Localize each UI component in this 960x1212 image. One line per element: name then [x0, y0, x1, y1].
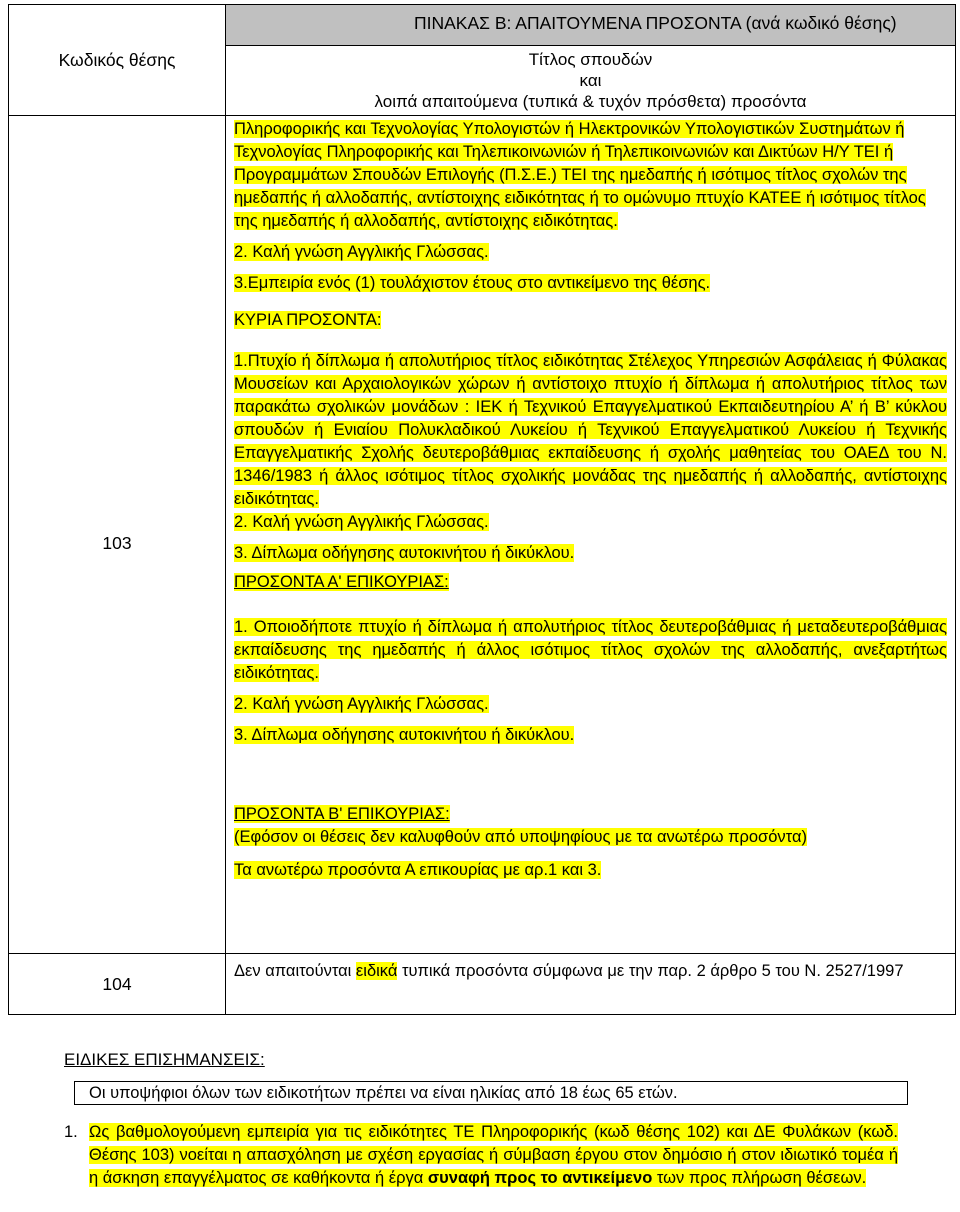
b-qualifications-text: Τα ανωτέρω προσόντα Α επικουρίας με αρ.1 και 3.	[234, 861, 602, 879]
table-header-row	[9, 5, 956, 46]
table-row	[9, 116, 956, 954]
special-notes-title: ΕΙΔΙΚΕΣ ΕΠΙΣΗΜΑΝΣΕΙΣ:	[64, 1050, 265, 1069]
main-qualification-3: 3. Δίπλωμα οδήγησης αυτοκινήτου ή δικύκλου.	[234, 544, 575, 562]
special-note-1	[64, 1121, 898, 1190]
b-qualifications-condition: (Εφόσον οι θέσεις δεν καλυφθούν από υποψηφίους με τα ανωτέρω προσόντα)	[234, 828, 807, 846]
note-text: Ως βαθμολογούμενη εμπειρία για τις ειδικότητες ΤΕ Πληροφορικής (κωδ θέσης 102) και ΔΕ Φυλάκων (κωδ. Θέσης 103) νοείται η απασχόληση με σχέση εργασίας ή σύμβαση έργου στον δημόσιο ή στον ιδιωτικό τομέα ή η άσκηση επαγγέλματος σε καθήκοντα ή έργα συναφή προς το αντικείμενο των προς πλήρωση θέσεων.	[89, 1123, 898, 1187]
age-requirement-box: Οι υποψήφιοι όλων των ειδικοτήτων πρέπει να είναι ηλικίας από 18 έως 65 ετών.	[74, 1081, 908, 1105]
qualifications-cell	[226, 116, 956, 954]
main-qualifications-title: ΚΥΡΙΑ ΠΡΟΣΟΝΤΑ:	[234, 311, 382, 329]
previous-english-text: 2. Καλή γνώση Αγγλικής Γλώσσας.	[234, 243, 489, 261]
position-code: 104	[9, 954, 226, 1015]
code-header: Κωδικός θέσης	[9, 5, 226, 116]
table-row	[9, 954, 956, 1015]
previous-degree-text: Πληροφορικής και Τεχνολογίας Υπολογιστών ή Ηλεκτρονικών Υπολογιστικών Συστημάτων ή Τεχνολογίας Πληροφορικής και Τηλεπικοινωνιών ή Τηλεπικοινωνιών και Δικτύων Η/Υ ΤΕΙ ή Προγραμμάτων Σπουδών Επιλογής (Π.Σ.Ε.) ΤΕΙ της ημεδαπής ή ισότιμος τίτλος σχολών της ημεδαπής ή αλλοδαπής, αντίστοιχης ειδικότητας ή το ομώνυμο πτυχίο ΚΑΤΕΕ ή ισότιμος τίτλος της ημεδαπής ή αλλοδαπής, αντίστοιχης ειδικότητας.	[234, 120, 926, 230]
a-qualifications-title: ΠΡΟΣΟΝΤΑ Α' ΕΠΙΚΟΥΡΙΑΣ:	[234, 573, 449, 591]
qualifications-cell: Δεν απαιτούνται ειδικά τυπικά προσόντα σύμφωνα με την παρ. 2 άρθρο 5 του Ν. 2527/1997	[226, 954, 956, 1015]
a-qualification-3: 3. Δίπλωμα οδήγησης αυτοκινήτου ή δικύκλου.	[234, 726, 575, 744]
qualifications-header: Τίτλος σπουδών και λοιπά απαιτούμενα (τυπικά & τυχόν πρόσθετα) προσόντα	[226, 46, 956, 116]
table-title: ΠΙΝΑΚΑΣ Β: ΑΠΑΙΤΟΥΜΕΝΑ ΠΡΟΣΟΝΤΑ (ανά κωδικό θέσης)	[226, 5, 956, 46]
b-qualifications-title: ΠΡΟΣΟΝΤΑ Β' ΕΠΙΚΟΥΡΙΑΣ:	[234, 805, 450, 823]
main-qualification-1: 1.Πτυχίο ή δίπλωμα ή απολυτήριος τίτλος ειδικότητας Στέλεχος Υπηρεσιών Ασφάλειας ή Φύλακας Μουσείων και Αρχαιολογικών χώρων ή αντίστοιχο πτυχίο ή δίπλωμα ή απολυτήριος τίτλος των παρακάτω σχολικών μονάδων : ΙΕΚ ή Τεχνικού Επαγγελματικού Εκπαιδευτηρίου Α’ ή Β’ κύκλου σπουδών ή Ενιαίου Πολυκλαδικού Λυκείου ή Τεχνικού Επαγγελματικού Λυκείου ή Τεχνικής Επαγγελματικής Σχολής δευτεροβάθμιας εκπαίδευσης ή σχολής μαθητείας του ΟΑΕΔ του Ν. 1346/1983 ή άλλος ισότιμος τίτλος σχολικής μονάδας της ημεδαπής ή αλλοδαπής, αντίστοιχης ειδικότητας.	[234, 352, 947, 508]
position-code: 103	[9, 116, 226, 954]
a-qualification-1: 1. Οποιοδήποτε πτυχίο ή δίπλωμα ή απολυτήριος τίτλος δευτεροβάθμιας ή μεταδευτεροβάθμιας εκπαίδευσης της ημεδαπής ή άλλος ισότιμος τίτλος σχολών της αλλοδαπής, ανεξαρτήτως ειδικότητας.	[234, 618, 947, 682]
main-qualification-2: 2. Καλή γνώση Αγγλικής Γλώσσας.	[234, 513, 489, 531]
note-number: 1.	[64, 1123, 78, 1141]
a-qualification-2: 2. Καλή γνώση Αγγλικής Γλώσσας.	[234, 695, 489, 713]
previous-experience-text: 3.Εμπειρία ενός (1) τουλάχιστον έτους στο αντικείμενο της θέσης.	[234, 274, 711, 292]
qualifications-table	[8, 4, 956, 1015]
